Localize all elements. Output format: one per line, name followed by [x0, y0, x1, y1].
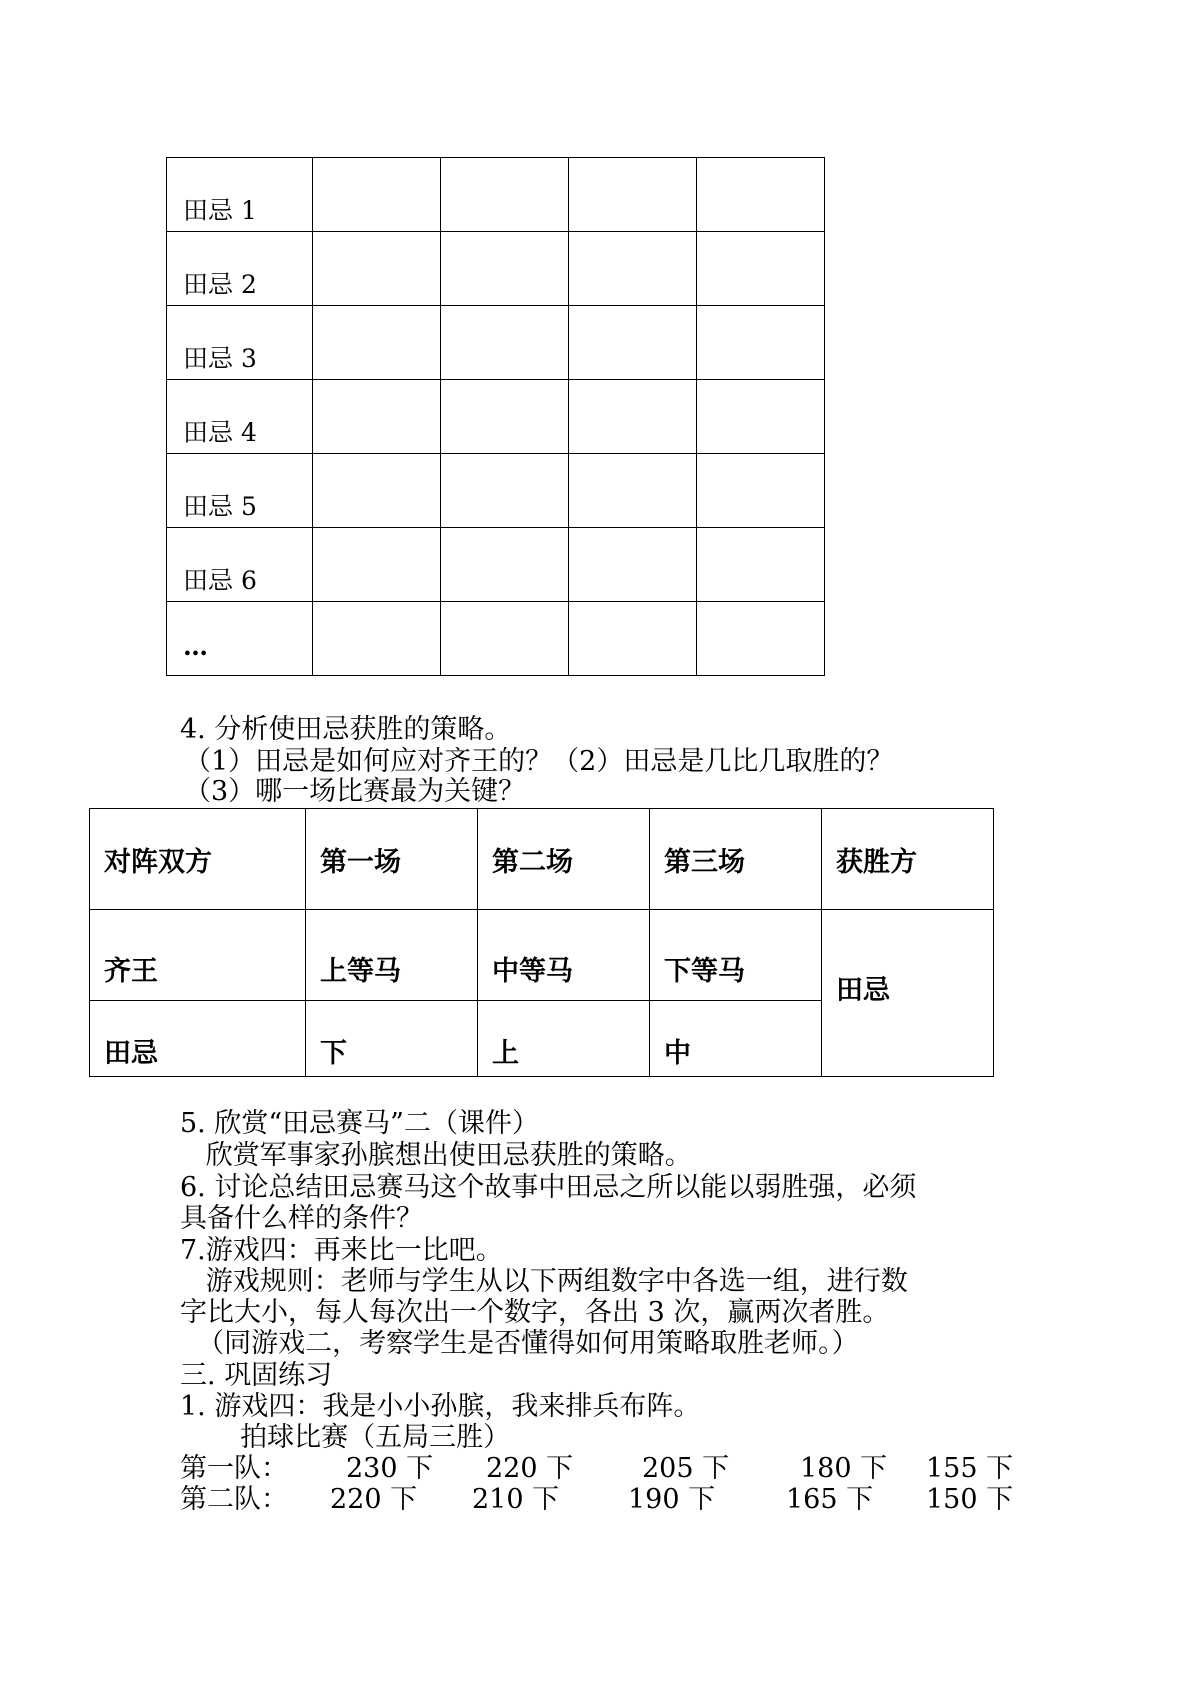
row-label: … — [167, 602, 313, 676]
team-1-value: 155 下 — [926, 1453, 1014, 1484]
row-label: 田忌 4 — [167, 380, 313, 454]
cell: 下等马 — [650, 910, 822, 1001]
table-row — [167, 454, 825, 528]
team-1-value: 180 下 — [800, 1453, 888, 1484]
cell: 田忌 — [90, 1001, 306, 1077]
text-line: 拍球比赛（五局三胜） — [180, 1422, 511, 1453]
section4-title: 4. 分析使田忌获胜的策略。 — [180, 714, 512, 745]
text-line: 字比大小，每人每次出一个数字，各出 3 次，赢两次者胜。 — [180, 1297, 890, 1328]
header-cell: 第二场 — [478, 809, 650, 910]
team-2-value: 190 下 — [628, 1484, 716, 1515]
text-line: （同游戏二，考察学生是否懂得如何用策略取胜老师。） — [180, 1328, 859, 1359]
text-line: 6. 讨论总结田忌赛马这个故事中田忌之所以能以弱胜强，必须 — [180, 1172, 917, 1203]
table-row — [167, 380, 825, 454]
section4-question-1: （1）田忌是如何应对齐王的？（2）田忌是几比几取胜的？ — [184, 746, 894, 777]
text-line: 欣赏军事家孙膑想出使田忌获胜的策略。 — [180, 1140, 692, 1171]
cell: 下 — [306, 1001, 478, 1077]
table-row — [167, 528, 825, 602]
header-cell: 第一场 — [306, 809, 478, 910]
team-2-value: 150 下 — [926, 1484, 1014, 1515]
row-label: 田忌 1 — [167, 158, 313, 232]
team-2-value: 220 下 — [330, 1484, 418, 1515]
text-line: 5. 欣赏“田忌赛马”二（课件） — [180, 1108, 539, 1139]
team-1-value: 220 下 — [486, 1453, 574, 1484]
header-cell: 对阵双方 — [90, 809, 306, 910]
cell: 中 — [650, 1001, 822, 1077]
cell: 上等马 — [306, 910, 478, 1001]
team-1-value: 230 下 — [346, 1453, 434, 1484]
row-label: 田忌 3 — [167, 306, 313, 380]
text-line: 游戏规则：老师与学生从以下两组数字中各选一组，进行数 — [180, 1266, 908, 1297]
row-label: 田忌 5 — [167, 454, 313, 528]
row-label: 田忌 6 — [167, 528, 313, 602]
table-row — [167, 306, 825, 380]
text-line: 7.游戏四：再来比一比吧。 — [180, 1235, 503, 1266]
cell: 上 — [478, 1001, 650, 1077]
table-row — [90, 910, 994, 1001]
team-1-value: 205 下 — [642, 1453, 730, 1484]
header-cell: 获胜方 — [822, 809, 994, 910]
team-2-value: 210 下 — [472, 1484, 560, 1515]
row-label: 田忌 2 — [167, 232, 313, 306]
team-1-label: 第一队： — [180, 1453, 288, 1484]
match-strategy-table — [89, 808, 994, 1077]
section4-question-2: （3）哪一场比赛最为关键？ — [184, 776, 526, 807]
cell: 齐王 — [90, 910, 306, 1001]
table-row — [167, 232, 825, 306]
team-2-label: 第二队： — [180, 1484, 288, 1515]
section-heading: 三. 巩固练习 — [180, 1360, 333, 1391]
cell: 中等马 — [478, 910, 650, 1001]
table-header-row — [90, 809, 994, 910]
tianji-arrangement-table — [166, 157, 825, 676]
table-row — [167, 158, 825, 232]
text-line: 1. 游戏四：我是小小孙膑，我来排兵布阵。 — [180, 1391, 701, 1422]
winner-cell: 田忌 — [822, 910, 994, 1077]
team-2-value: 165 下 — [786, 1484, 874, 1515]
text-line: 具备什么样的条件？ — [180, 1203, 423, 1234]
table-row — [167, 602, 825, 676]
header-cell: 第三场 — [650, 809, 822, 910]
